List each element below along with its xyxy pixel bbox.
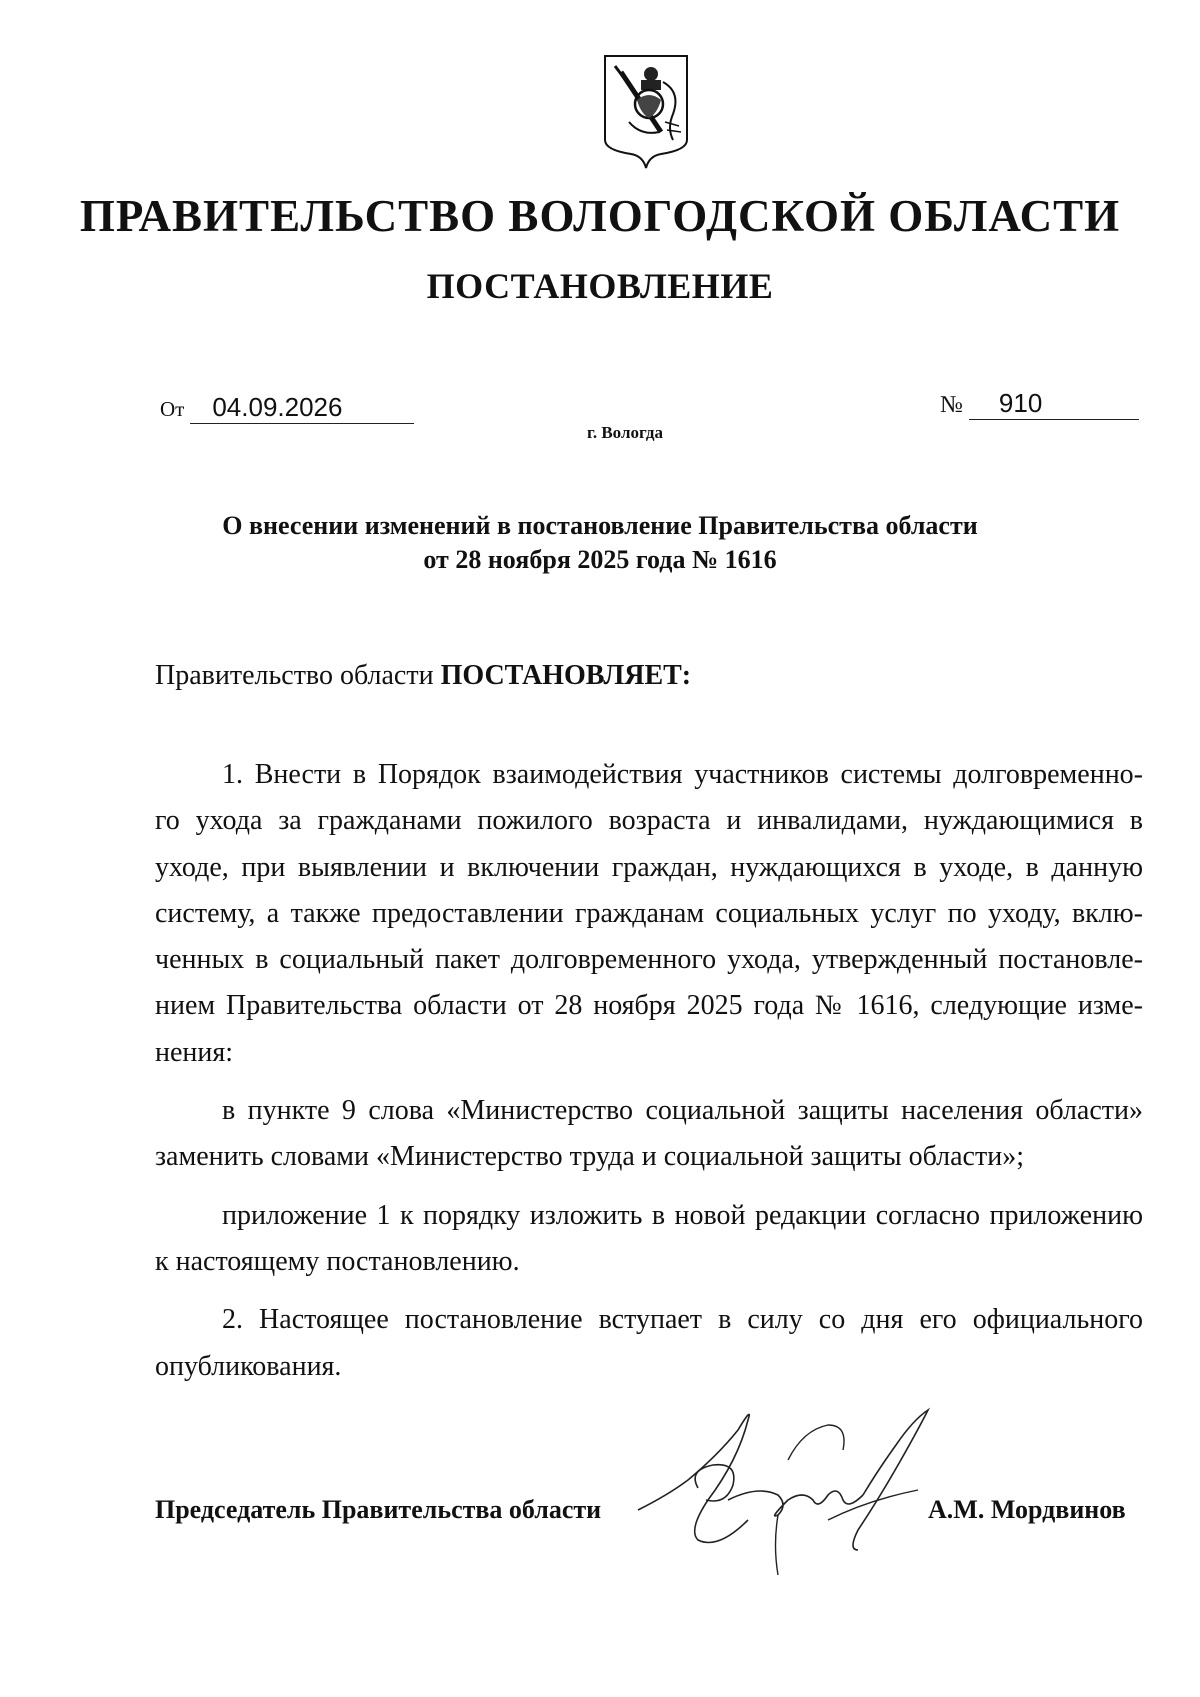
body-line: ченных в социальный пакет долговременного ухода, утвержденный постановле- xyxy=(155,944,1143,976)
preamble-text: Правительство области xyxy=(155,660,441,691)
body-line: заменить словами «Министерство труда и социальной защиты области»; xyxy=(155,1141,1024,1173)
document-body xyxy=(155,752,1143,1390)
body-line: нения: xyxy=(155,1036,234,1068)
document-number: 910 xyxy=(969,388,1139,420)
date-block xyxy=(160,392,414,424)
signer-name: А.М. Мордвинов xyxy=(928,1495,1126,1524)
body-line: уходе, при выявлении и включении граждан, нуждающихся в уходе, в данную xyxy=(155,851,1143,883)
preamble xyxy=(155,660,691,692)
handwritten-signature-icon xyxy=(628,1400,958,1580)
body-line: опубликования. xyxy=(155,1350,342,1382)
body-line: приложение 1 к порядку изложить в новой редакции согласно приложению xyxy=(222,1199,1143,1231)
document-subject xyxy=(150,509,1050,577)
subject-line: О внесении изменений в постановление Правительства области xyxy=(222,511,978,540)
number-block xyxy=(940,388,1139,420)
city: г. Вологда xyxy=(587,423,663,442)
body-line: нием Правительства области от 28 ноября 2025 года № 1616, следующие изме- xyxy=(155,990,1143,1022)
document-type: ПОСТАНОВЛЕНИЕ xyxy=(426,266,774,306)
date-prefix: От xyxy=(160,397,185,421)
government-title: ПРАВИТЕЛЬСТВО ВОЛОГОДСКОЙ ОБЛАСТИ xyxy=(79,191,1121,241)
body-line: го ухода за гражданами пожилого возраста и инвалидами, нуждающимися в xyxy=(155,805,1143,837)
coat-of-arms-icon xyxy=(601,52,691,172)
preamble-emphasis: ПОСТАНОВЛЯЕТ: xyxy=(440,660,692,691)
body-line: 2. Настоящее постановление вступает в силу со дня его официального xyxy=(222,1304,1143,1336)
number-prefix: № xyxy=(940,392,963,418)
body-line: систему, а также предоставлении гражданам социальных услуг по уходу, вклю- xyxy=(155,897,1143,929)
signer-title: Председатель Правительства области xyxy=(155,1495,602,1524)
subject-line: от 28 ноября 2025 года № 1616 xyxy=(423,545,777,574)
body-line: 1. Внести в Порядок взаимодействия участников системы долговременно- xyxy=(222,759,1143,790)
document-date: 04.09.2026 xyxy=(190,392,414,424)
body-line: к настоящему постановлению. xyxy=(155,1245,520,1277)
body-line: в пункте 9 слова «Министерство социальной защиты населения области» xyxy=(222,1095,1143,1127)
